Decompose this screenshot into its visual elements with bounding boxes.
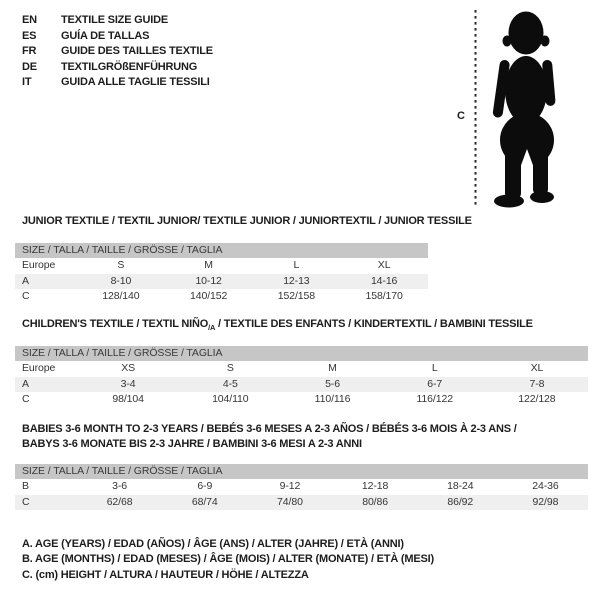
size-value: 152/158 bbox=[277, 290, 315, 302]
column-header: M bbox=[204, 259, 213, 271]
size-value: 104/110 bbox=[212, 393, 249, 405]
size-value: 12-13 bbox=[283, 274, 310, 287]
language-row bbox=[22, 60, 213, 76]
language-label: GUIDA ALLE TAGLIE TESSILI bbox=[61, 76, 210, 89]
column-header: S bbox=[117, 259, 125, 271]
section-title bbox=[22, 214, 472, 229]
size-row-C bbox=[15, 289, 428, 305]
language-row bbox=[22, 29, 213, 45]
babies-size-table bbox=[15, 464, 588, 510]
column-header: XL bbox=[377, 259, 391, 271]
size-value: 8-10 bbox=[110, 274, 132, 287]
language-code: IT bbox=[22, 76, 32, 89]
section-title-line bbox=[22, 317, 533, 335]
region-label: Europe bbox=[22, 259, 56, 271]
language-code: EN bbox=[22, 14, 37, 26]
row-label: C bbox=[22, 393, 30, 405]
footnote-line: C. (cm) HEIGHT / ALTURA / HAUTEUR / HÖHE / ALTEZZA bbox=[22, 568, 309, 581]
column-header: XL bbox=[530, 362, 544, 374]
size-row-A bbox=[15, 274, 428, 290]
size-value: 80/86 bbox=[362, 495, 388, 508]
size-value: 68/74 bbox=[191, 495, 218, 508]
column-header: XS bbox=[121, 362, 135, 374]
region-label: Europe bbox=[22, 362, 56, 374]
size-value: 110/116 bbox=[314, 393, 351, 405]
size-value: 128/140 bbox=[102, 290, 140, 302]
language-label: GUIDE DES TAILLES TEXTILE bbox=[61, 45, 213, 58]
junior-size-table bbox=[15, 243, 428, 305]
size-value: 92/98 bbox=[532, 495, 559, 508]
size-value: 18-24 bbox=[447, 480, 474, 492]
size-row-C bbox=[15, 495, 588, 511]
size-value: 74/80 bbox=[277, 495, 303, 508]
section-title-text: / TEXTILE DES ENFANTS / KINDERTEXTIL / BAMBINI TESSILE bbox=[215, 318, 533, 330]
size-value: 14-16 bbox=[370, 274, 398, 287]
size-value: 86/92 bbox=[447, 495, 474, 508]
row-label: A bbox=[22, 274, 29, 287]
section-title-text: BABIES 3-6 MONTH TO 2-3 YEARS / BEBÉS 3-6 MESES A 2-3 AÑOS / BÉBÉS 3-6 MOIS À 2-3 ANS / bbox=[22, 423, 517, 435]
measure-c-label: C bbox=[457, 110, 465, 122]
size-value: 3-4 bbox=[120, 377, 136, 390]
size-value: 158/170 bbox=[365, 290, 403, 302]
column-header: M bbox=[328, 362, 337, 374]
children-size-table bbox=[15, 346, 588, 408]
section-title-text: /A bbox=[208, 323, 216, 333]
size-value: 6-9 bbox=[197, 480, 213, 492]
size-header-bar: SIZE / TALLA / TAILLE / GRÖSSE / TAGLIA bbox=[15, 243, 428, 258]
size-value: 10-12 bbox=[195, 274, 222, 287]
size-row-C bbox=[15, 392, 588, 408]
language-label: TEXTILGRÖßENFÜHRUNG bbox=[61, 60, 198, 73]
size-value: 4-5 bbox=[222, 377, 238, 390]
size-value: 9-12 bbox=[279, 480, 301, 492]
section-title bbox=[22, 422, 517, 452]
language-legend bbox=[22, 13, 213, 91]
measure-footnotes bbox=[22, 537, 434, 583]
size-value: 116/122 bbox=[416, 393, 453, 405]
section-title-text: CHILDREN'S TEXTILE / TEXTIL NIÑO bbox=[22, 318, 209, 330]
size-value: 7-8 bbox=[529, 377, 545, 390]
size-value: 6-7 bbox=[427, 377, 443, 390]
footnote-line: B. AGE (MONTHS) / EDAD (MESES) / ÂGE (MOIS) / ALTER (MONATE) / ETÀ (MESI) bbox=[22, 553, 434, 566]
size-header-bar: SIZE / TALLA / TAILLE / GRÖSSE / TAGLIA bbox=[15, 346, 588, 361]
section-title-text: JUNIOR TEXTILE / TEXTIL JUNIOR/ TEXTILE JUNIOR / JUNIORTEXTIL / JUNIOR TESSILE bbox=[22, 215, 472, 227]
size-value: 24-36 bbox=[532, 480, 559, 492]
footnote-line: A. AGE (YEARS) / EDAD (AÑOS) / ÂGE (ANS) / ALTER (JAHRE) / ETÀ (ANNI) bbox=[22, 538, 404, 550]
section-title-line bbox=[22, 422, 517, 437]
language-label: GUÍA DE TALLAS bbox=[61, 29, 150, 42]
language-code: FR bbox=[22, 45, 37, 58]
size-value: 12-18 bbox=[361, 480, 389, 492]
language-code: DE bbox=[22, 60, 37, 73]
size-value: 122/128 bbox=[518, 393, 556, 405]
size-row-B bbox=[15, 479, 588, 495]
size-header-bar: SIZE / TALLA / TAILLE / GRÖSSE / TAGLIA bbox=[15, 464, 588, 479]
section-title-line bbox=[22, 437, 517, 452]
columns-header-row bbox=[15, 361, 588, 377]
language-code: ES bbox=[22, 29, 37, 42]
column-header: L bbox=[431, 362, 438, 374]
row-label: A bbox=[22, 377, 29, 390]
language-row bbox=[22, 44, 213, 60]
baby-silhouette-icon bbox=[492, 12, 556, 208]
size-value: 140/152 bbox=[189, 290, 228, 302]
language-label: TEXTILE SIZE GUIDE bbox=[61, 14, 169, 26]
size-value: 5-6 bbox=[325, 377, 340, 390]
section-title bbox=[22, 317, 533, 335]
language-row bbox=[22, 13, 213, 29]
column-header: L bbox=[293, 259, 300, 271]
language-row bbox=[22, 75, 213, 91]
row-label: C bbox=[22, 290, 30, 302]
size-value: 98/104 bbox=[112, 393, 144, 405]
columns-header-row bbox=[15, 258, 428, 274]
section-title-text: BABYS 3-6 MONATE BIS 2-3 JAHRE / BAMBINI 3-6 MESI A 2-3 ANNI bbox=[22, 438, 362, 450]
row-label: B bbox=[22, 480, 29, 492]
baby-silhouette-figure bbox=[450, 0, 600, 215]
column-header: S bbox=[226, 362, 234, 374]
row-label: C bbox=[22, 495, 30, 508]
size-row-A bbox=[15, 377, 588, 393]
section-title-line bbox=[22, 214, 472, 229]
size-value: 62/68 bbox=[106, 495, 133, 508]
size-value: 3-6 bbox=[112, 480, 128, 492]
